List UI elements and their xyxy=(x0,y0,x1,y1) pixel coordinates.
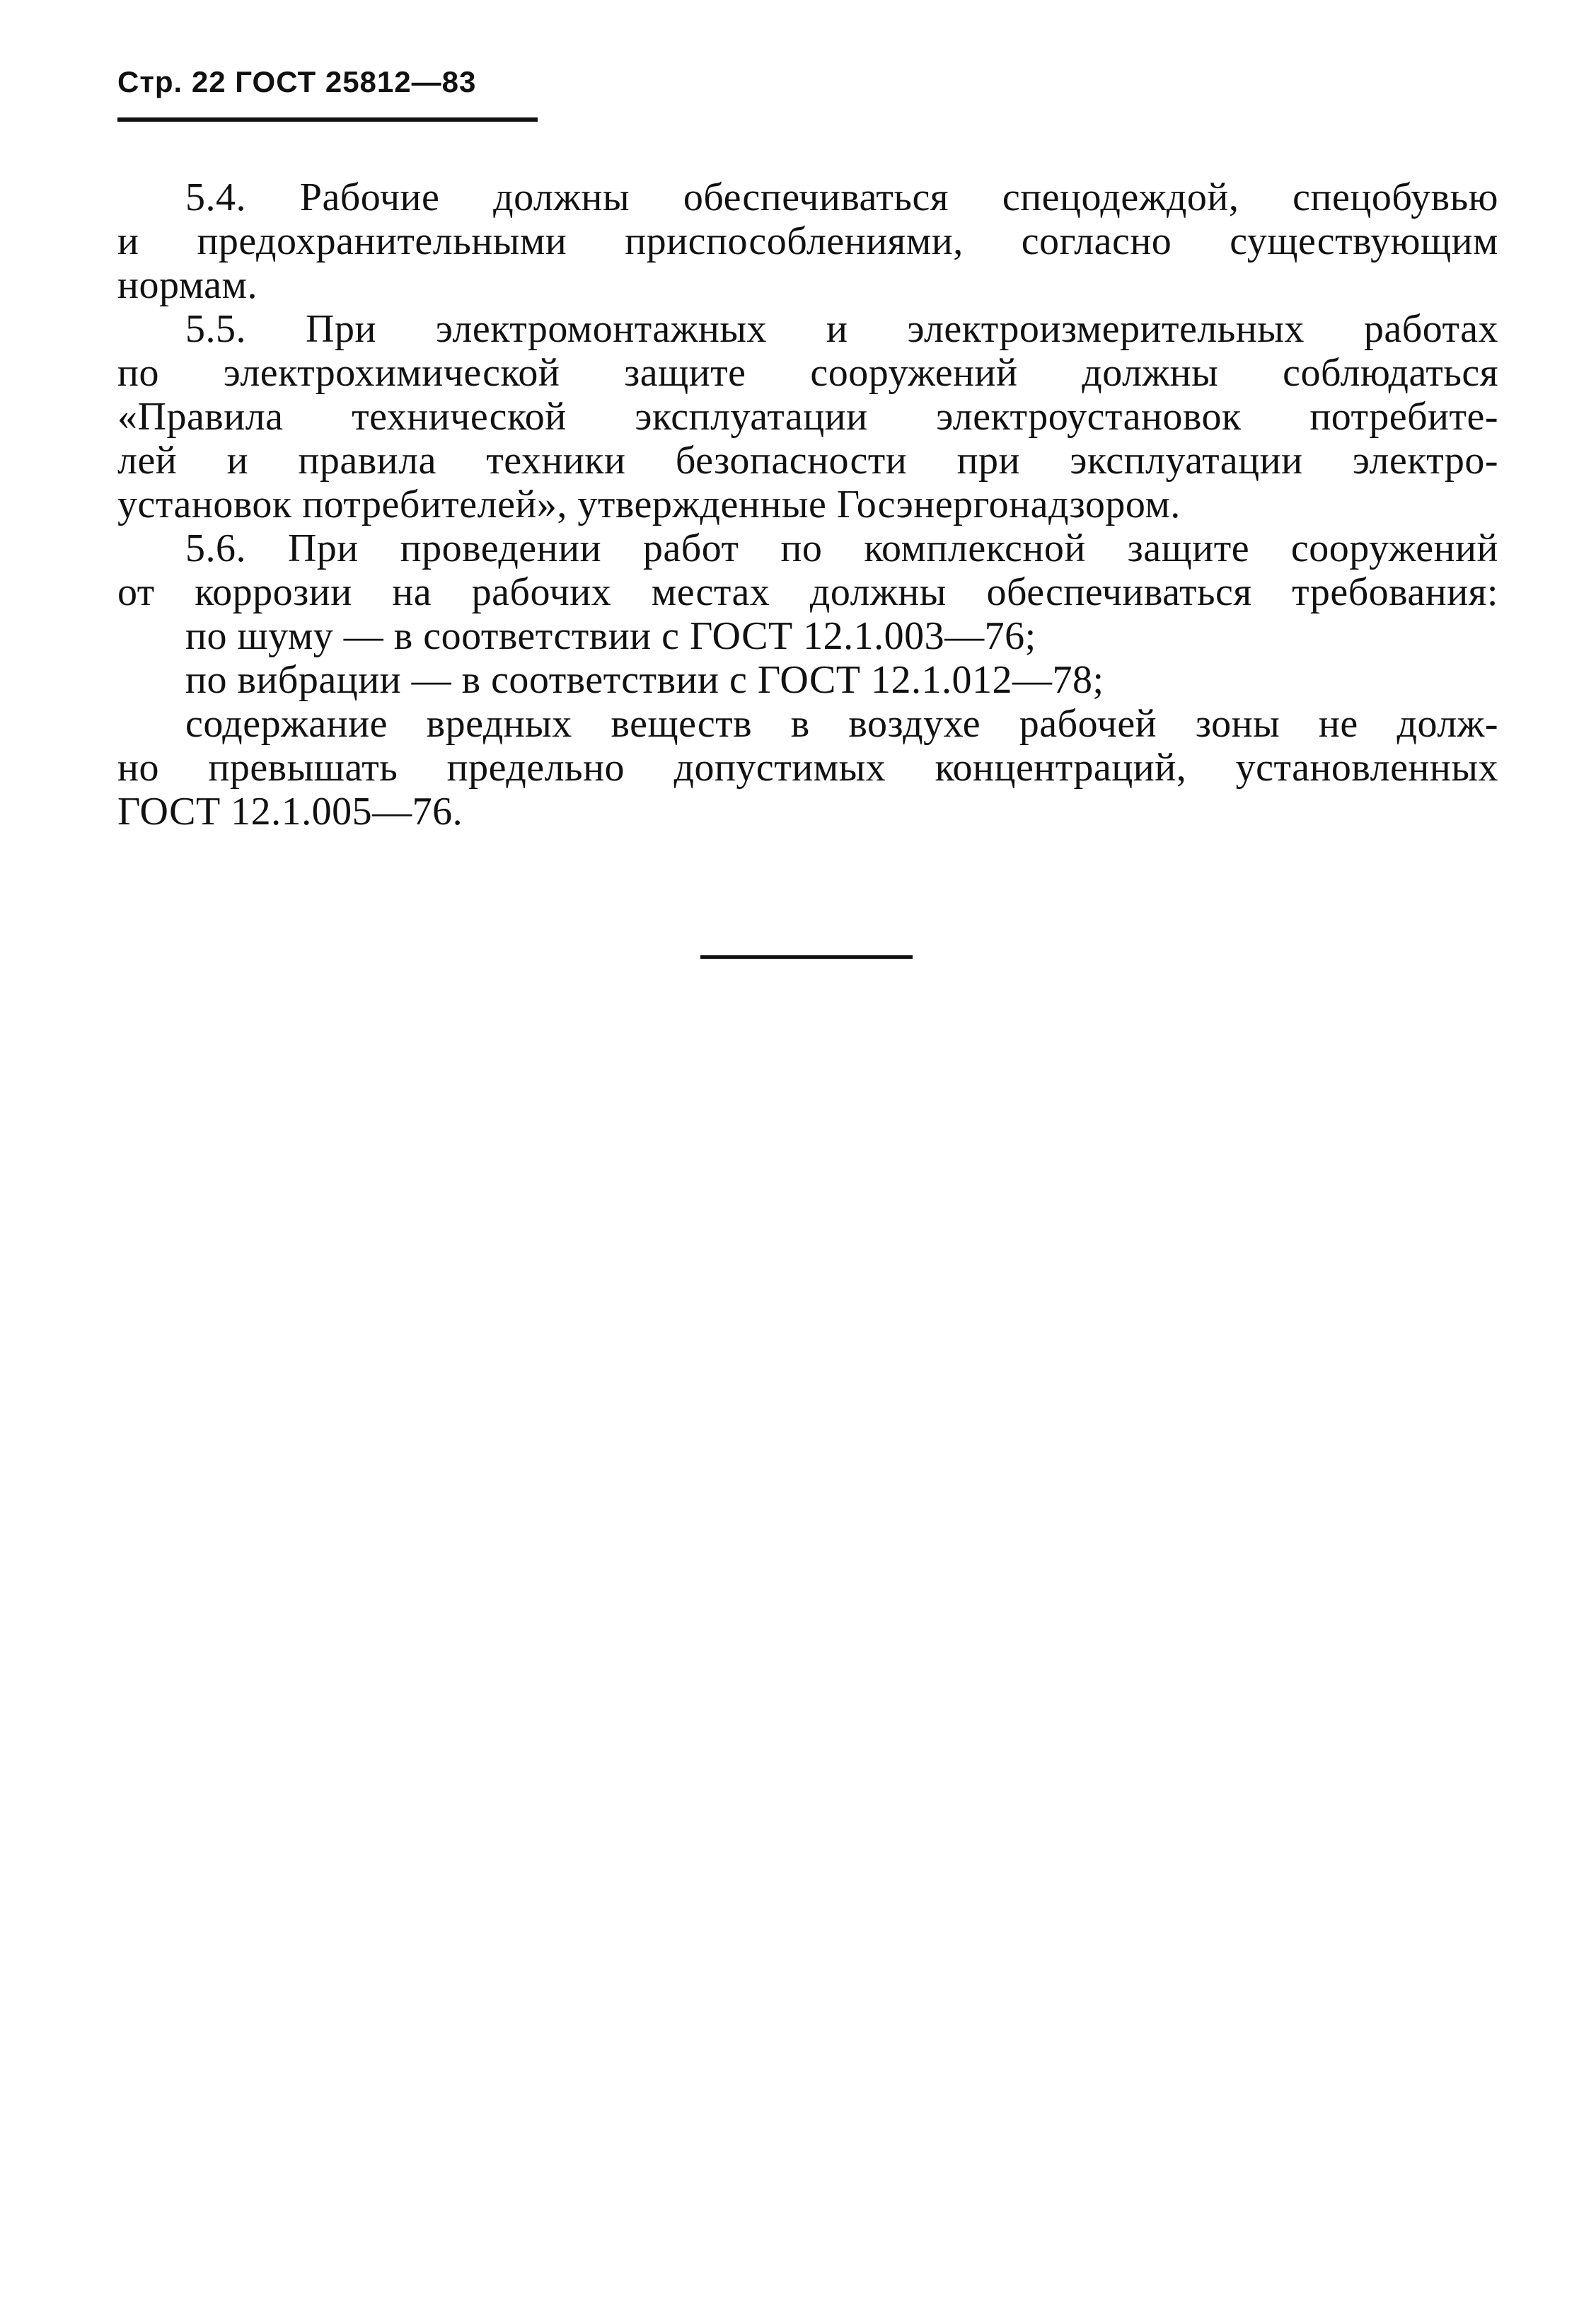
page-number-label: Стр. 22 xyxy=(117,65,226,98)
page-header xyxy=(117,65,476,99)
clause-5-6-substances-line-3: ГОСТ 12.1.005—76. xyxy=(117,790,463,834)
document-body xyxy=(117,175,1498,834)
end-of-text-rule xyxy=(700,955,913,959)
clause-5-5-line-2: по электрохимической защите сооружений должны соблюдаться xyxy=(117,351,1498,395)
clause-5-6-noise: по шуму — в соответствии с ГОСТ 12.1.003—76; xyxy=(185,614,1036,658)
clause-5-4-line-3: нормам. xyxy=(117,263,258,307)
clause-5-5-line-3: «Правила технической эксплуатации электроустановок потребите- xyxy=(117,395,1498,439)
clause-5-5-line-5: установок потребителей», утвержденные Госэнергонадзором. xyxy=(117,483,1181,526)
clause-5-6-line-2: от коррозии на рабочих местах должны обеспечиваться требования: xyxy=(117,570,1498,614)
clause-5-4-line-2: и предохранительными приспособлениями, согласно существующим xyxy=(117,219,1498,263)
clause-5-5-line-1: 5.5. При электромонтажных и электроизмерительных работах xyxy=(185,307,1498,351)
header-rule xyxy=(117,117,538,122)
clause-5-5-line-4: лей и правила техники безопасности при эксплуатации электро- xyxy=(117,439,1498,483)
clause-5-6-vibration: по вибрации — в соответствии с ГОСТ 12.1.012—78; xyxy=(185,658,1104,702)
clause-5-6-line-1: 5.6. При проведении работ по комплексной защите сооружений xyxy=(185,526,1498,570)
clause-5-6-substances-line-1: содержание вредных веществ в воздухе рабочей зоны не долж- xyxy=(185,702,1498,746)
clause-5-4-line-1: 5.4. Рабочие должны обеспечиваться спецодеждой, спецобувью xyxy=(185,175,1498,219)
clause-5-6-substances-line-2: но превышать предельно допустимых концентраций, установленных xyxy=(117,746,1498,790)
standard-designation: ГОСТ 25812—83 xyxy=(235,65,477,98)
